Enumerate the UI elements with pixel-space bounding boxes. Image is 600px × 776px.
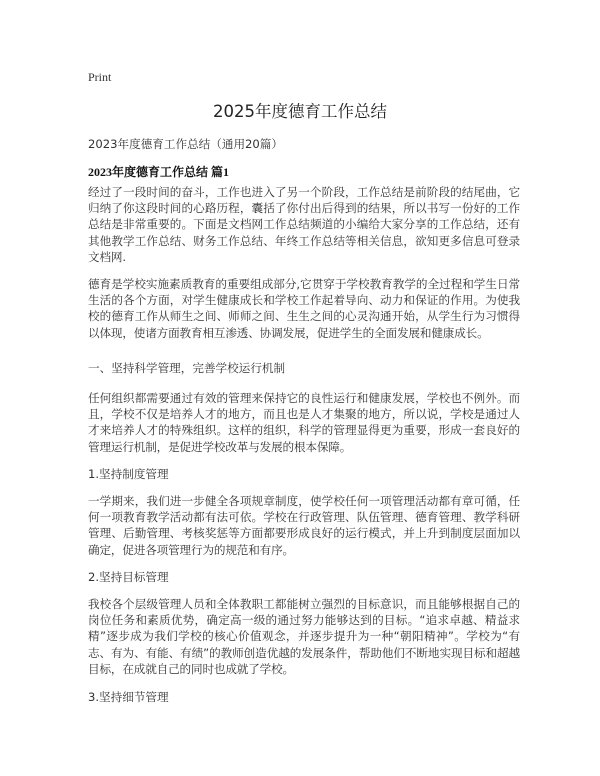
intro-paragraph: 经过了一段时间的奋斗，工作也进入了另一个阶段，工作总结是前阶段的结尾曲，它归纳了你这段时间的心路历程，囊括了你付出后得到的结果，所以书写一份好的工作总结是非常重要的。下面是文档网工作总结频道的小编给大家分享的工作总结，还有其他教学工作总结、财务工作总结、年终工作总结等相关信息，欲知更多信息可登录文档网. — [88, 185, 520, 264]
heading-system-management: 1.坚持制度管理 — [88, 467, 169, 481]
management-paragraph: 任何组织都需要通过有效的管理来保持它的良性运行和健康发展，学校也不例外。而且，学校不仅是培养人才的地方，而且也是人才集聚的地方，所以说，学校是通过人才来培养人才的特殊组织。这样的组织，科学的管理显得更为重要，形成一套良好的管理运行机制，是促进学校改革与发展的根本保障。 — [88, 391, 520, 454]
heading-goal-management: 2.坚持目标管理 — [88, 570, 169, 584]
goal-management-paragraph: 我校各个层级管理人员和全体教职工都能树立强烈的目标意识，而且能够根据自己的岗位任务和素质优势，确定高一级的通过努力能够达到的目标。“追求卓越、精益求精”逐步成为我们学校的核心价值观念，并逐步提升为一种“朝阳精神”。学校为“有志、有为、有能、有绩”的教师创造优越的发展条件，帮助他们不断地实现目标和超越目标，在成就自己的同时也成就了学校。 — [88, 597, 521, 676]
moral-education-paragraph: 德育是学校实施素质教育的重要组成部分,它贯穿于学校教育教学的全过程和学生日常生活的各个方面，对学生健康成长和学校工作起着导向、动力和保证的作用。为使我校的德育工作从师生之间、师师之间、生生之间的心灵沟通开始，从学生行为习惯得以体现，使诸方面教育相互渗透、协调发展，促进学生的全面发展和健康成长。 — [88, 277, 520, 340]
section-title: 2023年度德育工作总结 篇1 — [88, 165, 230, 179]
document-title: 2025年度德育工作总结 — [213, 102, 387, 121]
heading-detail-management: 3.坚持细节管理 — [88, 690, 169, 704]
system-management-paragraph: 一学期来，我们进一步健全各项规章制度，使学校任何一项管理活动都有章可循，任何一项教育教学活动都有法可依。学校在行政管理、队伍管理、德育管理、教学科研管理、后勤管理、考核奖惩等方面都要形成良好的运行模式，并上升到制度层面加以确定，促进各项管理行为的规范和有序。 — [88, 494, 520, 557]
document-subtitle: 2023年度德育工作总结（通用20篇） — [88, 137, 283, 151]
heading-scientific-management: 一、坚持科学管理，完善学校运行机制 — [88, 361, 286, 375]
print-label[interactable]: Print — [88, 70, 112, 84]
